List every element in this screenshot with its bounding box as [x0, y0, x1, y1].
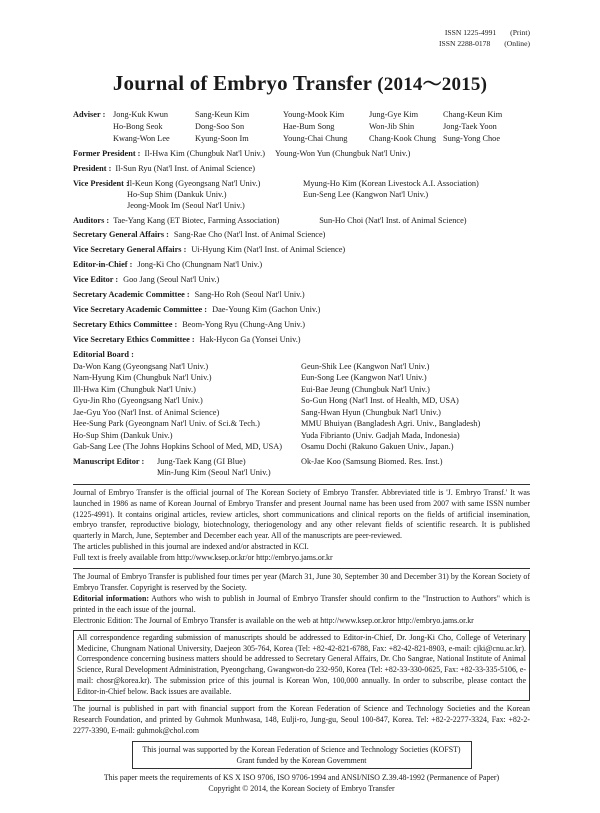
board-member: MMU Bhuiyan (Bangladesh Agri. Univ., Bangladesh): [301, 419, 481, 429]
president-label: President :: [73, 163, 112, 173]
editorial-board-label: Editorial Board :: [73, 349, 134, 359]
manuscript-editor-c: Min-Jung Kim (Seoul Nat'l Univ.): [157, 467, 271, 477]
adviser-name: Jong-Taek Yoon: [443, 121, 497, 131]
board-member: Ho-Sup Shim (Dankuk Univ.): [73, 430, 173, 440]
role-value: Sang-Rae Cho (Nat'l Inst. of Animal Science): [173, 230, 326, 240]
vice-president-left-1: Ho-Sup Shim (Dankuk Univ.): [127, 189, 227, 199]
manuscript-editor-a: Jung-Taek Kang (GI Blue): [157, 456, 246, 466]
issn-print: ISSN 1225-4991 (Print): [444, 28, 530, 37]
former-president-label: Former President :: [73, 148, 141, 158]
board-member: Hee-Sung Park (Gyeongnam Nat'l Univ. of Sci.& Tech.): [73, 419, 260, 429]
adviser-name: Ho-Bong Seok: [113, 121, 163, 131]
editorial-info-text: Authors who wish to publish in Journal of Embryo Transfer should confirm to the "Instruction to Authors" which is printed in the each issue of the journal.: [73, 593, 530, 614]
intro-paragraph: Journal of Embryo Transfer is the official journal of The Korean Society of Embryo Transfer. Abbreviated title is 'J. Embryo Transf.' It was launched in 1986 as name of Korean Journal of Embryo Transfer and present Journal name has been used from 2007 with same ISSN number (1225-4991). It contains original articles, review articles, short communications and clinical reports on the fields of artificial insemination, embryo transfer, reproductive biology, biotechnology, theriogenology and any other relevant fields of scientific research. It is published quarterly in March, June, September and December each year. All of the manuscripts are peer-reviewed.: [73, 487, 530, 541]
support-paragraph: The journal is published in part with financial support from the Korean Federation of Science and Technology Societies and the Korean Research Foundation, and printed by Guhmok Munhwasa, 148, Eulji-ro, Jung-gu, Seoul 100-847, Korea. Tel: +82-2-2277-3324, Fax: +82-2-2277-3390, E-mail: guhmok@chol.com: [73, 704, 530, 735]
former-president-row: [73, 149, 530, 160]
issn-block: [439, 27, 530, 49]
auditors-a: Tae-Yang Kang (ET Biotec, Farming Association): [113, 215, 280, 225]
journal-title-main: Journal of Embryo Transfer: [112, 71, 372, 95]
editorial-board-grid: [73, 362, 530, 453]
editorial-board-section: [73, 350, 530, 453]
role-value: Hak-Hycon Ga (Yonsei Univ.): [199, 335, 301, 344]
board-member: Osamu Dochi (Rakuno Gakuen Univ., Japan.): [301, 441, 454, 451]
adviser-name: Dong-Soo Son: [195, 121, 245, 131]
adviser-name: Jong-Kuk Kwun: [113, 110, 169, 119]
former-president-b: Young-Won Yun (Chungbuk Nat'l Univ.): [275, 148, 411, 158]
editorial-info-paragraph: [73, 594, 530, 616]
adviser-name: Hae-Bum Song: [283, 121, 335, 131]
adviser-name: Jung-Gye Kim: [369, 110, 419, 119]
permanence-of-paper-line: This paper meets the requirements of KS X ISO 9706, ISO 9706-1994 and ANSI/NISO Z.39.48-1992 (Permanence of Paper): [103, 772, 500, 782]
board-member: Yuda Fibrianto (Univ. Gadjah Mada, Indonesia): [301, 430, 460, 440]
president-row: [73, 164, 530, 175]
indexed-line: The articles published in this journal are indexed and/or abstracted in KCI.: [73, 542, 309, 552]
board-member: Geun-Shik Lee (Kangwon Nat'l Univ.): [301, 361, 430, 371]
editorial-info-label: Editorial information:: [73, 593, 149, 603]
adviser-name: Sang-Keun Kim: [195, 110, 250, 119]
board-member: Gab-Sang Lee (The Johns Hopkins School of Med, MD, USA): [73, 441, 283, 451]
board-member: Gyu-Jin Rho (Gyeongsang Nat'l Univ.): [73, 396, 203, 406]
role-value: Goo Jang (Seoul Nat'l Univ.): [123, 275, 220, 285]
auditors-row: [73, 216, 530, 227]
role-row: [73, 245, 530, 256]
vice-president-left-2: Jeong-Mook Im (Seoul Nat'l Univ.): [127, 200, 245, 210]
board-member: Sang-Hwan Hyun (Chungbuk Nat'l Univ.): [301, 407, 441, 417]
issn-online: ISSN 2288-0178 (Online): [439, 39, 530, 48]
adviser-names: [113, 110, 513, 145]
role-label: Secretary General Affairs :: [73, 230, 169, 240]
adviser-section: [73, 110, 530, 145]
copyright-line: Copyright © 2014, the Korean Society of Embryo Transfer: [208, 783, 395, 793]
journal-title-years: (2014～2015): [377, 74, 488, 95]
adviser-name: Sung-Yong Choe: [443, 133, 501, 143]
adviser-name: Won-Jib Shin: [369, 121, 415, 131]
electronic-edition-line: Electronic Edition: The Journal of Embryo Transfer is available on the web at http://www.ksep.or.kror http://embryo.jams.or.kr: [73, 615, 474, 625]
roles-list: [73, 230, 530, 346]
role-label: Editor-in-Chief :: [73, 260, 133, 270]
role-label: Secretary Academic Committee :: [73, 290, 190, 300]
board-member: Jae-Gyu Yoo (Nat'l Inst. of Animal Science): [73, 407, 220, 417]
role-value: Jong-Ki Cho (Chungnam Nat'l Univ.): [137, 260, 263, 270]
vice-president-left-0: Il-Keun Kong (Gyeongsang Nat'l Univ.): [127, 178, 261, 188]
correspondence-box: All correspondence regarding submission of manuscripts should be addressed to Editor-in-Chief, Dr. Jong-Ki Cho, College of Veterinary Medicine, Chungnam National University, Daejeon 305-764, Korea (Tel: +82-42-821-6788, Fax: +82-42-821-8903, e-mail: cjki@cnu.ac.kr). Correspondence concerning business matters should be addressed to Secretary General Affairs, Dr. Cho Sangrae, National Institute of Animal Science, Rural Development Administration, Pyeongchang, Gwangwon-do 232-950, Korea (Tel: +82-33-330-0625, Fax: +82-33-335-5106, e-mail: chosr@korea.kr). The submission price of this journal is Korean Won, 100,000 annually. In order to subscribe, please contact the Editor-in-Chief below. Back issues are available.: [73, 630, 530, 701]
role-label: Vice Editor :: [73, 275, 119, 285]
former-president-a: Il-Hwa Kim (Chungbuk Nat'l Univ.): [144, 148, 265, 158]
role-value: Ui-Hyung Kim (Nat'l Inst. of Animal Science): [191, 245, 346, 255]
manuscript-editor-section: [73, 457, 530, 479]
manuscript-editor-label: Manuscript Editor :: [73, 456, 145, 466]
divider: [73, 484, 530, 485]
president-value: Il-Sun Ryu (Nat'l Inst. of Animal Science): [115, 163, 255, 173]
role-row: [73, 335, 530, 346]
role-row: [73, 275, 530, 286]
adviser-name: Kwang-Won Lee: [113, 133, 170, 143]
role-row: [73, 320, 530, 331]
adviser-label: Adviser :: [73, 110, 106, 119]
role-label: Vice Secretary Ethics Committee :: [73, 335, 195, 344]
board-member: Eun-Song Lee (Kangwon Nat'l Univ.): [301, 373, 427, 383]
adviser-name: Young-Chai Chung: [283, 133, 348, 143]
adviser-name: Chang-Keun Kim: [443, 110, 503, 119]
role-row: [73, 260, 530, 271]
manuscript-editor-b: Ok-Jae Koo (Samsung Biomed. Res. Inst.): [301, 456, 443, 466]
kofst-line-1: This journal was supported by the Korean Federation of Science and Technology Societies (KOFST): [142, 744, 461, 754]
board-member: Nam-Hyung Kim (Chungbuk Nat'l Univ.): [73, 373, 212, 383]
masthead-content: [73, 110, 530, 794]
board-member: Ill-Hwa Kim (Chungbuk Nat'l Univ.): [73, 384, 196, 394]
role-row: [73, 305, 530, 316]
kofst-support-box: [132, 741, 472, 769]
adviser-name: Kyung-Soon Im: [195, 133, 249, 143]
auditors-b: Sun-Ho Choi (Nat'l Inst. of Animal Science): [319, 215, 467, 225]
role-label: Vice Secretary Academic Committee :: [73, 305, 208, 315]
fulltext-line: Full text is freely available from http://www.ksep.or.kr/or http://embryo.jams.or.kr: [73, 553, 333, 563]
vice-president-right-0: Myung-Ho Kim (Korean Livestock A.I. Association): [303, 178, 479, 188]
role-label: Secretary Ethics Committee :: [73, 320, 178, 330]
divider: [73, 568, 530, 569]
publication-paragraph: The Journal of Embryo Transfer is published four times per year (March 31, June 30, September 30 and December 31) by the Korean Society of Embryo Transfer. Copyright is reserved by the Society.: [73, 572, 530, 592]
board-member: So-Gun Hong (Nat'l Inst. of Health, MD, USA): [301, 396, 459, 406]
journal-title: [0, 70, 600, 98]
adviser-name: Chang-Kook Chung: [369, 133, 437, 143]
kofst-line-2: Grant funded by the Korean Government: [236, 755, 367, 765]
role-value: Dae-Young Kim (Gachon Univ.): [212, 305, 321, 315]
auditors-label: Auditors :: [73, 215, 110, 225]
board-member: Da-Won Kang (Gyeongsang Nat'l Univ.): [73, 361, 209, 371]
role-value: Sang-Ho Roh (Seoul Nat'l Univ.): [194, 290, 305, 300]
vice-president-label: Vice President :: [73, 178, 129, 188]
adviser-name: Young-Mook Kim: [283, 110, 345, 119]
role-row: [73, 290, 530, 301]
vice-president-section: [73, 179, 530, 212]
board-member: Eui-Bae Jeung (Chungbuk Nat'l Univ.): [301, 384, 430, 394]
role-label: Vice Secretary General Affairs :: [73, 245, 187, 255]
role-row: [73, 230, 530, 241]
vice-president-right-1: Eun-Seng Lee (Kangwon Nat'l Univ.): [303, 189, 429, 199]
role-value: Beom-Yong Ryu (Chung-Ang Univ.): [182, 320, 305, 330]
